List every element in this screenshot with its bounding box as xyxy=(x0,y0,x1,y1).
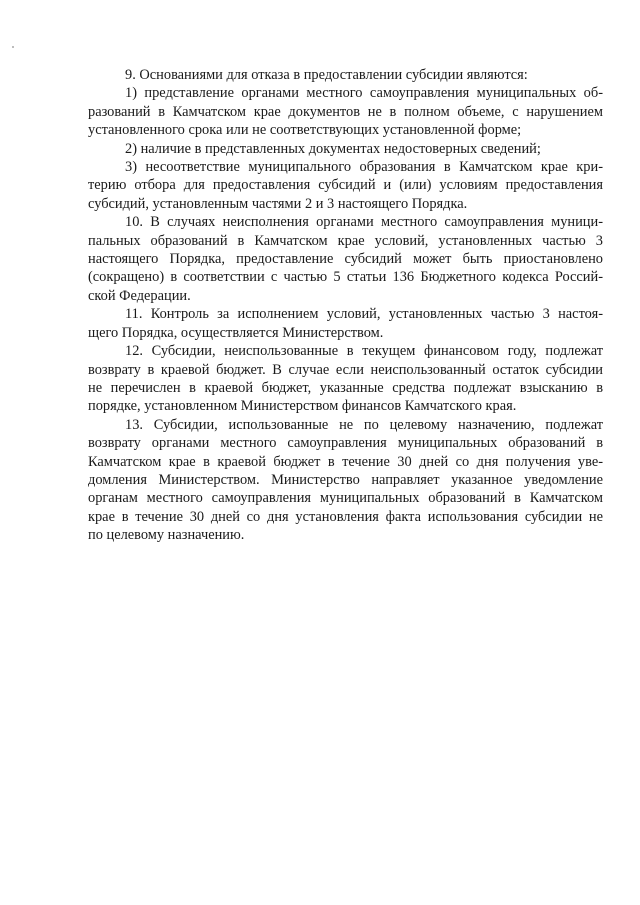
text-line: органам местного самоуправления муниципальных образований в Камчатском xyxy=(88,490,603,507)
text-line: возврату органами местного самоуправления муниципальных образований в xyxy=(88,435,603,452)
text-line: 12. Субсидии, неиспользованные в текущем финансовом году, подлежат xyxy=(125,343,603,360)
text-line: 9. Основаниями для отказа в предоставлении субсидии являются: xyxy=(125,67,528,83)
text-line: крае в течение 30 дней со дня установления факта использования субсидии не xyxy=(88,508,603,525)
text-line: возврату в краевой бюджет. В случае если неиспользованный остаток субсидии xyxy=(88,361,603,378)
text-line: Камчатском крае в краевой бюджет в течение 30 дней со дня получения уве- xyxy=(88,453,603,470)
paragraph-9 xyxy=(88,66,603,84)
text-line: 1) представление органами местного самоуправления муниципальных об- xyxy=(125,85,603,102)
paragraph-12 xyxy=(88,342,603,416)
document-body xyxy=(88,66,603,545)
text-line: разований в Камчатском крае документов не в полном объеме, с нарушением xyxy=(88,103,603,120)
text-line: 11. Контроль за исполнением условий, установленных частью 3 настоя- xyxy=(125,306,603,323)
text-line: щего Порядка, осуществляется Министерством. xyxy=(88,324,384,341)
text-line: настоящего Порядка, предоставление субсидий может быть приостановлено xyxy=(88,251,603,268)
text-line: пальных образований в Камчатском крае условий, установленных частью 3 xyxy=(88,232,603,249)
text-line: по целевому назначению. xyxy=(88,527,245,544)
text-line: порядке, установленном Министерством финансов Камчатского края. xyxy=(88,398,517,415)
text-line: ской Федерации. xyxy=(88,287,191,304)
paragraph-13 xyxy=(88,416,603,545)
text-line: домления Министерством. Министерство направляет указанное уведомление xyxy=(88,471,603,488)
paragraph-10 xyxy=(88,213,603,305)
paragraph-9-item-1 xyxy=(88,84,603,139)
text-line: 3) несоответствие муниципального образования в Камчатском крае кри- xyxy=(125,159,603,176)
text-line: установленного срока или не соответствующих установленной форме; xyxy=(88,122,522,139)
text-line: субсидий, установленным частями 2 и 3 настоящего Порядка. xyxy=(88,195,468,212)
text-line: 10. В случаях неисполнения органами местного самоуправления муници- xyxy=(125,214,603,231)
text-line: 13. Субсидии, использованные не по целевому назначению, подлежат xyxy=(125,416,603,433)
text-line: не перечислен в краевой бюджет, указанные средства подлежат взысканию в xyxy=(88,379,603,396)
text-line: 2) наличие в представленных документах недостоверных сведений; xyxy=(125,140,541,157)
scan-artifact-dot xyxy=(12,46,14,48)
paragraph-9-item-3 xyxy=(88,158,603,213)
text-line: терию отбора для предоставления субсидий и (или) условиям предоставления xyxy=(88,177,603,194)
text-line: (сокращено) в соответствии с частью 5 статьи 136 Бюджетного кодекса Россий- xyxy=(88,269,603,286)
paragraph-9-item-2 xyxy=(88,140,603,158)
paragraph-11 xyxy=(88,305,603,342)
